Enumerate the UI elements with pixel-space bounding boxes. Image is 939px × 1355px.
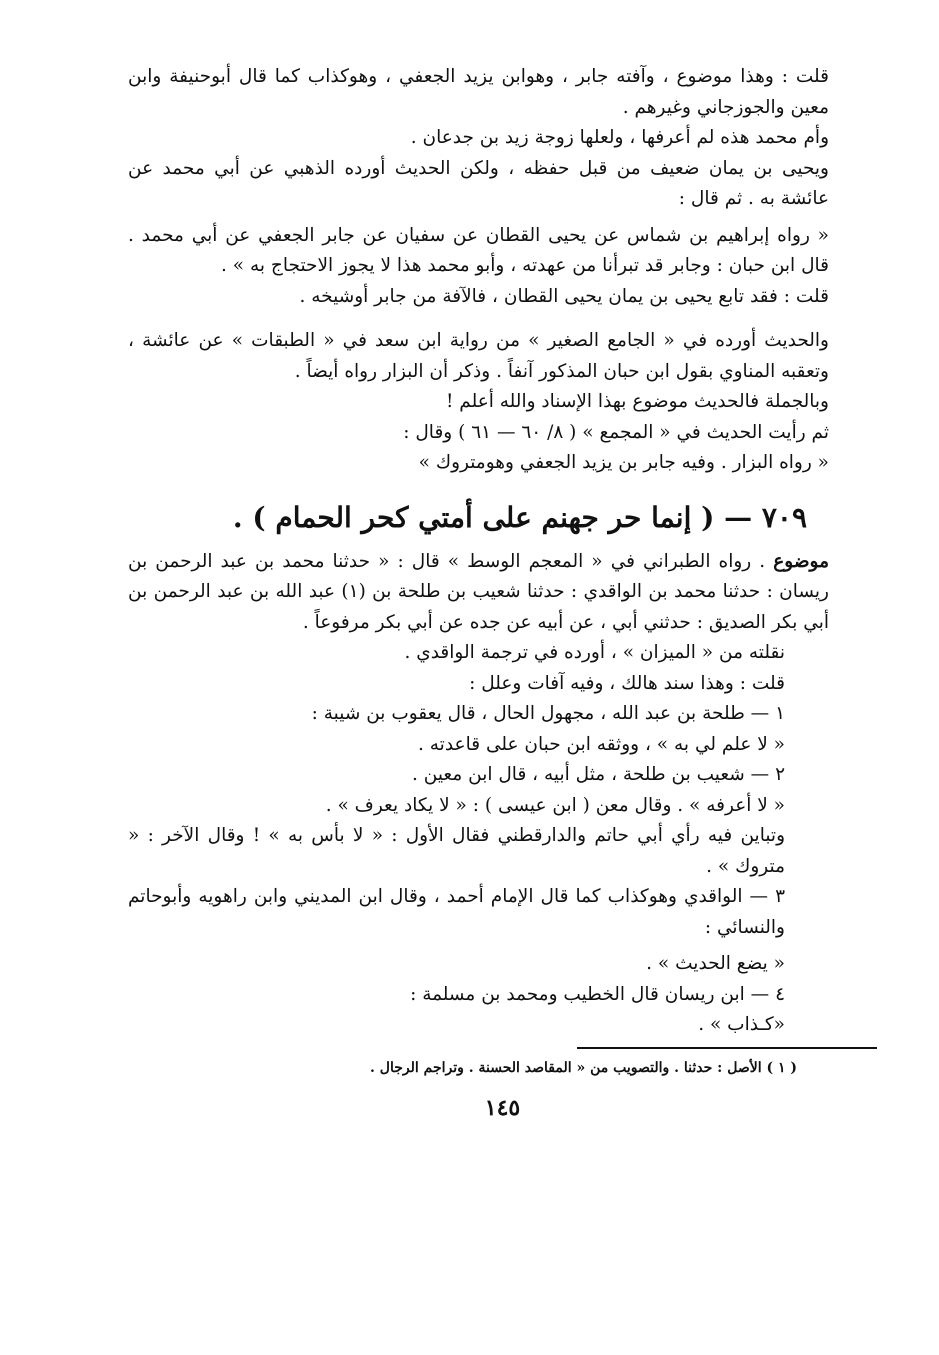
- footnote-separator: [577, 1047, 877, 1049]
- list-item-3: ٣ — الواقدي وهوكذاب كما قال الإمام أحمد ، وقال ابن المديني وابن راهويه وأبوحاتم والنسائي :: [128, 886, 785, 938]
- paragraph-3: ويحيى بن يمان ضعيف من قبل حفظه ، ولكن الحديث أورده الذهبي عن أبي محمد عن عائشة به . ثم قال :: [128, 157, 829, 209]
- list-item-2: ٢ — شعيب بن طلحة ، مثل أبيه ، قال ابن معين .: [411, 764, 785, 785]
- quote-1: « رواه إبراهيم بن شماس عن يحيى القطان عن سفيان عن جابر الجعفي عن أبي محمد . قال ابن حبان : وجابر قد تبرأنا من عهدته ، وأبو محمد هذا لا يجوز الاحتجاج به » .: [128, 224, 829, 276]
- paragraph-7: ثم رأيت الحديث في « المجمع » ( ٨/ ٦٠ — ٦١ ) وقال :: [403, 421, 829, 443]
- intro-text: . رواه الطبراني في « المعجم الوسط » قال : « حدثنا محمد بن عبد الرحمن بن ريسان : حدثنا محمد بن الواقدي : حدثنا شعيب بن طلحة بن (١) عبد الله بن عبد الرحمن بن أبي بكر الصديق : حدثني أبي ، عن أبيه عن جده عن أبي بكر مرفوعاً .: [128, 550, 829, 633]
- list-item-1-quote: « لا علم لي به » ، ووثقه ابن حبان على قاعدته .: [418, 733, 785, 755]
- paragraph-verdict: قلت : وهذا سند هالك ، وفيه آفات وعلل :: [469, 672, 785, 694]
- quote-2: « رواه البزار . وفيه جابر بن يزيد الجعفي وهومتروك »: [418, 452, 829, 473]
- footnote: ( ١ ) الأصل : حدثنا . والتصويب من « المقاصد الحسنة . وتراجم الرجال .: [370, 1059, 797, 1076]
- list-item-1: ١ — طلحة بن عبد الله ، مجهول الحال ، قال يعقوب بن شيبة :: [311, 703, 785, 724]
- paragraph-2: وأم محمد هذه لم أعرفها ، ولعلها زوجة زيد بن جدعان .: [410, 127, 829, 148]
- paragraph-6: وبالجملة فالحديث موضوع بهذا الإسناد والله أعلم !: [445, 391, 829, 412]
- paragraph-4: قلت : فقد تابع يحيى بن يمان يحيى القطان ، فالآفة من جابر أوشيخه .: [299, 285, 829, 307]
- paragraph-5: والحديث أورده في « الجامع الصغير » من رواية ابن سعد في « الطبقات » عن عائشة ، وتعقبه المناوي بقول ابن حبان المذكور آنفاً . وذكر أن البزار رواه أيضاً .: [128, 330, 829, 382]
- list-item-4: ٤ — ابن ريسان قال الخطيب ومحمد بن مسلمة :: [410, 983, 785, 1005]
- verdict-label: موضوع: [773, 550, 829, 572]
- hadith-heading: ٧٠٩ — ( إنما حر جهنم على أمتي كحر الحمام ) .: [232, 500, 807, 534]
- paragraph-intro: [128, 547, 877, 639]
- paragraph-source: نقلته من « الميزان » ، أورده في ترجمة الواقدي .: [404, 642, 785, 663]
- paragraph-1: قلت : وهذا موضوع ، وآفته جابر ، وهوابن يزيد الجعفي ، وهوكذاب كما قال أبوحنيفة وابن معين والجوزجاني وغيرهم .: [128, 66, 829, 118]
- page-number: ١٤٥: [484, 1094, 521, 1121]
- list-item-2-note: وتباين فيه رأي أبي حاتم والدارقطني فقال الأول : « لا بأس به » ! وقال الآخر : « متروك » .: [128, 825, 785, 877]
- list-item-3-quote: « يضع الحديث » .: [646, 953, 785, 974]
- list-item-4-quote: «كـذاب » .: [698, 1014, 785, 1035]
- list-item-2-quote: « لا أعرفه » . وقال معن ( ابن عيسى ) : « لا يكاد يعرف » .: [325, 794, 785, 816]
